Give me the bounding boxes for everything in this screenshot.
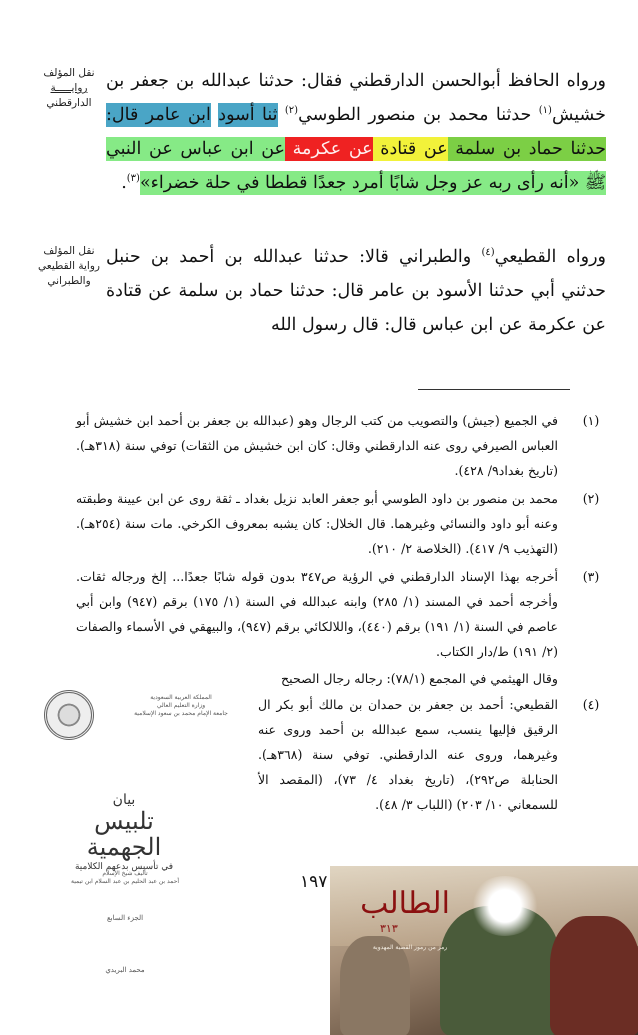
text-span: حدثنا محمد بن منصور الطوسي <box>298 105 539 125</box>
footnote-ref[interactable]: (٣) <box>126 173 140 185</box>
cover-editor: محمد البريدي <box>105 966 145 974</box>
highlight-narrator-aswad: ثنا أسود <box>218 105 278 125</box>
cover-author <box>62 870 188 886</box>
margin-note-qatii <box>34 244 104 289</box>
cover-header-line: وزارة التعليم العالي <box>156 702 206 709</box>
margin-note-line: روايـــــة <box>50 82 88 94</box>
margin-note-darqutni <box>38 66 100 111</box>
footnote-divider <box>418 389 570 390</box>
text-span: . <box>121 173 127 193</box>
footnote-ref[interactable]: (١) <box>538 105 552 117</box>
cover-header <box>126 694 236 718</box>
footnote-ref[interactable]: (٤) <box>481 247 495 259</box>
footnote-text: محمد بن منصور بن داود الطوسي أبو جعفر العابد نزيل بغداد ـ ثقة روى عن ابن عيينة وطبقته وعنه أبو داود والنسائي وغيرهما. قال الخلال: كان يشبه بمعروف الكرخي. مات سنة (٢٥٤هـ). (التهذيب ٩/ ٤١٧). (الخلاصة ٢/ ٢١٠). <box>76 491 558 556</box>
cover-title-small: بيان <box>112 792 136 808</box>
university-seal-icon <box>44 690 94 740</box>
cover-subtitle: في تأسيس بدعهم الكلامية <box>74 862 174 872</box>
highlight-narrator-qatada: عن قتادة <box>372 139 448 159</box>
poster-figure <box>550 916 638 1035</box>
poster-logo-number: ٣١٣ <box>380 922 398 935</box>
cover-volume: الجزء السابع <box>106 914 144 922</box>
footnote-text: القطيعي: أحمد بن جعفر بن حمدان بن مالك أبو بكر ال الرقيق فإليها ينسب، سمع عبدالله بن أحمد وروى عنه وغيرهما، وروى عنه الدارقطني. توفي سنة (٣٦٨هـ). الحنابلة ص٢٩٢)، (تاريخ بغداد ٤/ ٧٣)، (المقصد الأ للسمعاني ١٠/ ٢٠٣) (اللباب ٣/ ٤٨). <box>258 697 558 812</box>
footnote-number: (٤) <box>582 697 600 712</box>
footnote-number: (١) <box>582 413 600 428</box>
page-number: ١٩٧ <box>300 872 328 892</box>
footnote-number: (٢) <box>582 491 600 506</box>
footnote-text: وقال الهيثمي في المجمع (٧٨/١): رجاله رجال الصحيح <box>281 671 558 686</box>
paragraph-darqutni <box>106 64 606 200</box>
poster-caption: رمز من رموز القضية المهدوية <box>372 944 448 951</box>
poster-logo: الطالب <box>360 886 450 921</box>
highlight-hadith-text: عن ابن عباس عن النبي ﷺ «أنه رأى ربه عز وجل شابًا أمرد جعدًا قططا في حلة خضراء» <box>106 139 606 193</box>
highlight-narrator-aswad-cont: ابن عامر قال: <box>106 105 211 125</box>
margin-note-line: نقل المؤلف <box>43 67 95 79</box>
margin-note-line: رواية القطيعي <box>38 260 100 272</box>
cover-header-line: جامعة الإمام محمد بن سعود الإسلامية <box>134 710 228 717</box>
footnote-number: (٣) <box>582 569 600 584</box>
margin-note-line: والطبراني <box>47 275 91 287</box>
paragraph-qatii <box>106 240 606 342</box>
cover-title-big: تلبيس الجهمية <box>86 807 162 861</box>
footnote-text: في الجميع (جيش) والتصويب من كتب الرجال وهو (عبدالله بن جعفر بن أحمد ابن خشيش أبو العباس الصيرفي روى عنه الدارقطني وقال: كان ابن خشيش من الثقات) توفي سنة (٣١٨هـ). (تاريخ بغداد٩/ ٤٢٨). <box>76 413 558 478</box>
highlight-narrator-ikrima: عن عكرمة <box>285 139 373 159</box>
text-span: ورواه القطيعي <box>494 247 606 267</box>
overlay-poster-image <box>330 866 638 1035</box>
margin-note-line: الدارقطني <box>46 97 92 109</box>
footnote-text: أخرجه بهذا الإسناد الدارقطني في الرؤية ص٣٤٧ بدون قوله شابًا جعدًا... إلخ ورجاله ثقات. وأخرجه أحمد في المسند (١/ ٢٨٥) وابنه عبدالله في السنة (١/ ١٧٥) برقم (٩٤٧) وابن أبي عاصم في السنة (١/ ١٩١) برقم (٤٤٠)، واللالكائي برقم (٩٤٧)، والبيهقي في الأسماء والصفات (٢/ ١٩١) ط/دار الكتاب. <box>76 569 558 659</box>
poster-glow <box>470 876 540 936</box>
margin-note-line: نقل المؤلف <box>43 245 95 257</box>
highlight-narrator-hammad: حدثنا حماد بن سلمة <box>447 139 606 159</box>
footnote-ref[interactable]: (٢) <box>284 105 299 117</box>
cover-author-line: أحمد بن عبد الحليم بن عبد السلام ابن تيمية <box>71 878 179 885</box>
text-span: والطبراني قالا: حدثنا عبدالله بن أحمد بن حنبل حدثني أبي حدثنا الأسود بن عامر قال: حدثنا حماد بن سلمة عن قتادة عن عكرمة عن ابن عباس قال: قال رسول الله <box>106 247 606 335</box>
text-span: ورواه الحافظ أبوالحسن الدارقطني فقال: حدثنا عبدالله بن جعفر بن خشيش <box>106 71 606 125</box>
cover-author-line: تأليف شيخ الإسلام <box>102 870 148 877</box>
cover-title <box>60 792 188 872</box>
cover-header-line: المملكة العربية السعودية <box>150 694 212 701</box>
